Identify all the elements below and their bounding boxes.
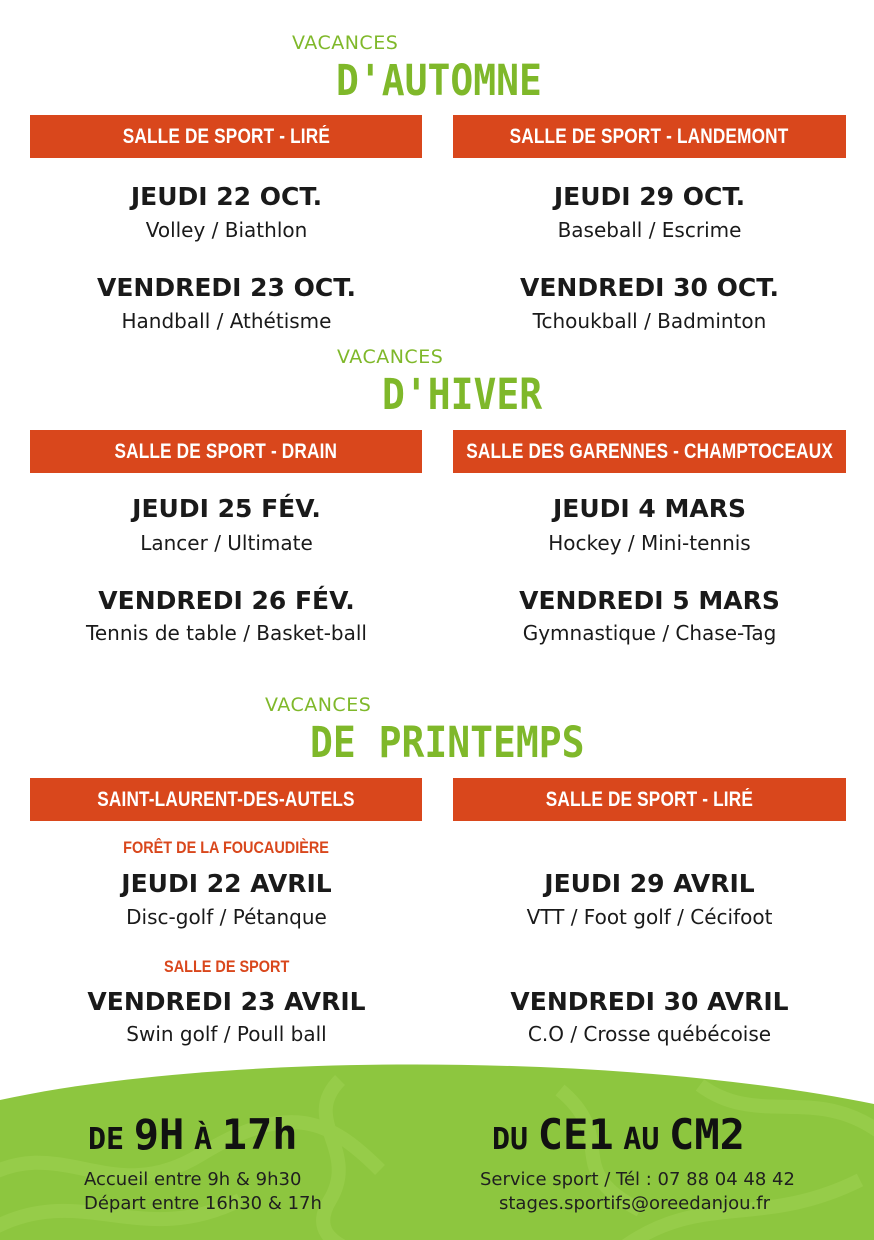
spring-title — [0, 692, 874, 772]
autumn-heading: D'AUTOMNE — [336, 56, 542, 106]
levels-from: CE1 — [537, 1110, 614, 1159]
departure-text: Départ entre 16h30 & 17h — [84, 1193, 322, 1214]
hours-end: 17h — [221, 1110, 298, 1159]
winter-left-day2: VENDREDI 26 FÉV. — [98, 586, 355, 615]
spring-left-banner: SAINT-LAURENT-DES-AUTELS — [30, 778, 422, 821]
hours-start: 9H — [133, 1110, 185, 1159]
autumn-left-acts2: Handball / Athétisme — [121, 309, 332, 333]
winter-left-acts1: Lancer / Ultimate — [140, 531, 313, 555]
spring-left-place1: FORÊT DE LA FOUCAUDIÈRE — [123, 838, 330, 857]
winter-subtitle: VACANCES — [337, 346, 444, 368]
levels-du: DU — [492, 1122, 529, 1157]
hours-de: DE — [88, 1122, 125, 1157]
levels-heading — [492, 1110, 745, 1159]
spring-left-day1: JEUDI 22 AVRIL — [121, 869, 332, 898]
footer-band — [0, 1060, 874, 1240]
winter-right-banner: SALLE DES GARENNES - CHAMPTOCEAUX — [453, 430, 846, 473]
winter-left-day1: JEUDI 25 FÉV. — [132, 494, 321, 523]
contact-text: Service sport / Tél : 07 88 04 48 42 — [480, 1169, 795, 1190]
autumn-left-day2: VENDREDI 23 OCT. — [96, 273, 357, 302]
hours-a: À — [193, 1122, 213, 1157]
winter-title — [0, 344, 874, 424]
autumn-right-day2: VENDREDI 30 OCT. — [519, 273, 780, 302]
levels-au: AU — [623, 1122, 660, 1157]
autumn-left-acts1: Volley / Biathlon — [145, 218, 308, 242]
spring-left-acts1: Disc-golf / Pétanque — [126, 905, 327, 929]
spring-right-acts2: C.O / Crosse québécoise — [527, 1022, 772, 1046]
winter-right-acts2: Gymnastique / Chase-Tag — [522, 621, 777, 645]
email-text: stages.sportifs@oreedanjou.fr — [499, 1193, 770, 1214]
autumn-left-banner: SALLE DE SPORT - LIRÉ — [30, 115, 422, 158]
autumn-left-day1: JEUDI 22 OCT. — [130, 182, 323, 211]
spring-left-day2: VENDREDI 23 AVRIL — [87, 987, 366, 1016]
winter-left-acts2: Tennis de table / Basket-ball — [86, 621, 367, 645]
autumn-right-acts1: Baseball / Escrime — [557, 218, 742, 242]
spring-left-acts2: Swin golf / Poull ball — [126, 1022, 327, 1046]
autumn-right-banner: SALLE DE SPORT - LANDEMONT — [453, 115, 846, 158]
levels-to: CM2 — [669, 1110, 745, 1159]
spring-left-place2: SALLE DE SPORT — [163, 957, 290, 976]
winter-right-acts1: Hockey / Mini-tennis — [548, 531, 751, 555]
winter-right-day2: VENDREDI 5 MARS — [519, 586, 780, 615]
autumn-right-acts2: Tchoukball / Badminton — [532, 309, 767, 333]
spring-subtitle: VACANCES — [265, 694, 372, 716]
winter-heading: D'HIVER — [382, 370, 543, 420]
spring-heading: DE PRINTEMPS — [310, 718, 585, 768]
winter-right-day1: JEUDI 4 MARS — [552, 494, 747, 523]
welcome-text: Accueil entre 9h & 9h30 — [84, 1169, 302, 1190]
spring-right-day1: JEUDI 29 AVRIL — [544, 869, 755, 898]
spring-right-acts1: VTT / Foot golf / Cécifoot — [526, 905, 773, 929]
spring-right-day2: VENDREDI 30 AVRIL — [510, 987, 789, 1016]
winter-left-banner: SALLE DE SPORT - DRAIN — [30, 430, 422, 473]
autumn-subtitle: VACANCES — [292, 32, 399, 54]
spring-right-banner: SALLE DE SPORT - LIRÉ — [453, 778, 846, 821]
autumn-right-day1: JEUDI 29 OCT. — [553, 182, 746, 211]
hours-heading — [88, 1110, 298, 1159]
autumn-title — [0, 30, 874, 110]
